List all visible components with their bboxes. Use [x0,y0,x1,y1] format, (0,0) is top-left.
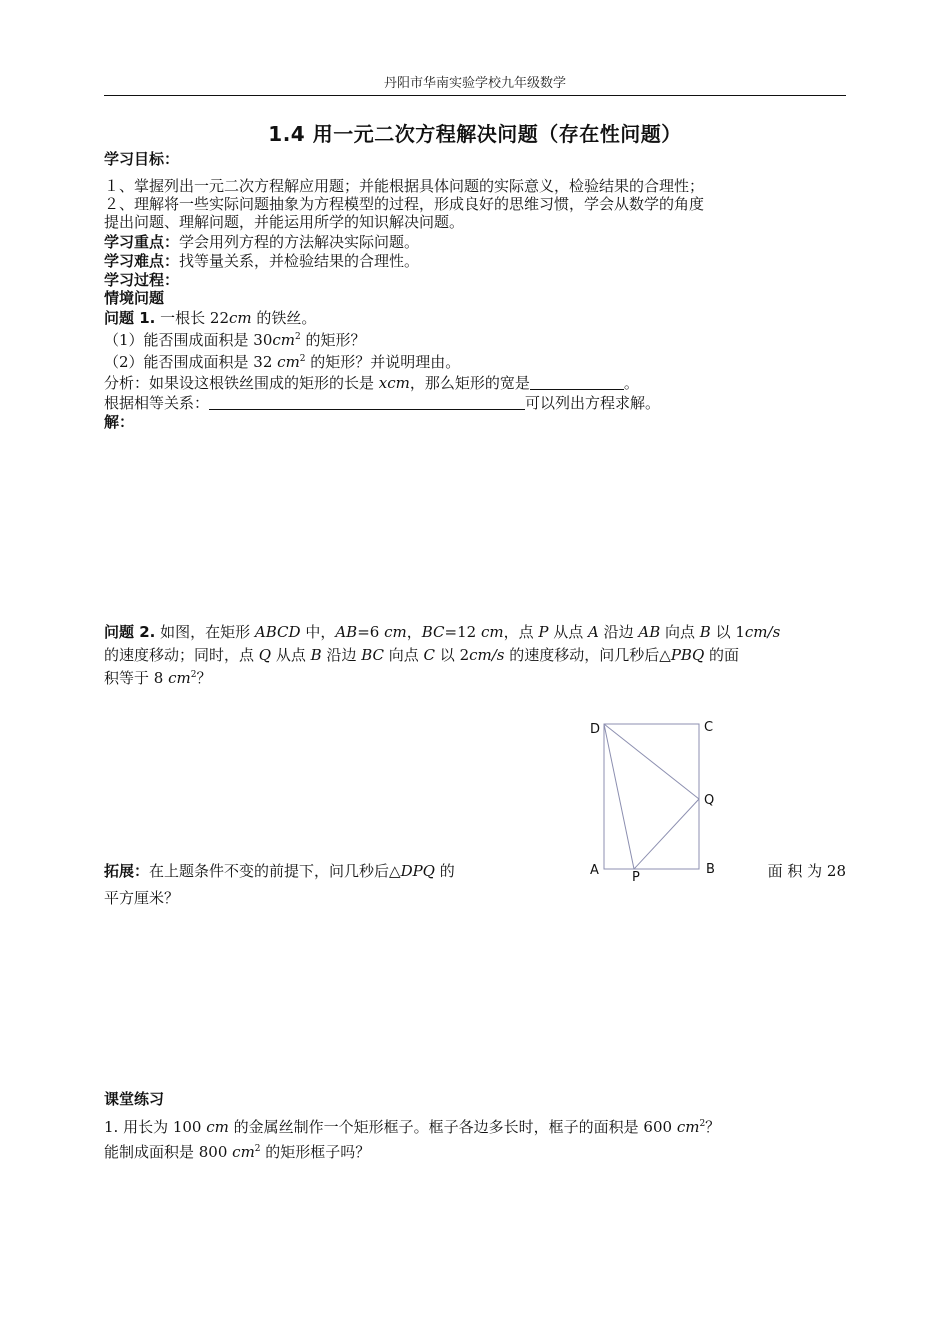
rectangle-abcd [604,724,699,869]
problem2-text: 向点 [660,623,700,641]
problem2-text: ， [406,623,422,641]
problem2-text: 从点 [548,623,588,641]
analysis-text-mid: ，那么矩形的宽是 [409,374,530,392]
page-header: 丹阳市华南实验学校九年级数学 [383,76,566,91]
problem2-label: 问题 2. [104,623,156,641]
problem2-line-1 [104,621,846,644]
variable-text: xcm [378,374,410,392]
problem2 [104,621,846,690]
problem2-text-end: ？ [196,669,212,687]
unit-text: cm [232,1143,255,1161]
problem2-text: 从点 [271,646,311,664]
label-p: P [632,870,640,885]
problem1-question-2 [104,353,846,371]
problem1-analysis [104,374,846,392]
problem1-stem [104,309,846,327]
solution-label: 解： [104,413,135,431]
practice-heading [104,1090,846,1108]
problem2-text: 以 2 [435,646,470,664]
question-text-end: 的矩形？ [300,331,366,349]
label-d: D [590,722,601,737]
problem2-text: 的速度移动；同时，点 [104,646,259,664]
problem1-relation [104,394,846,412]
problem2-line-3 [104,667,846,690]
exponent: 2 [295,332,301,342]
problem2-text: ，点 [503,623,539,641]
difficulty-label: 学习难点： [104,252,180,270]
difficulty-line [104,252,846,270]
math-term: ABCD [254,623,301,641]
unit-text: cm [168,669,191,687]
problem1-solution [104,413,846,431]
relation-text-end: 可以列出方程求解。 [525,394,661,412]
label-a: A [590,863,599,878]
math-term: cm [480,623,504,641]
practice-text: 能制成面积是 800 [104,1143,233,1161]
scenario-line [104,289,846,307]
problem1-stem-end: 的铁丝。 [251,309,317,327]
problem1-label: 问题 1. [104,309,156,327]
problem1-question-1 [104,331,846,349]
process-line [104,271,846,289]
question-text: （2）能否围成面积是 32 [104,353,278,371]
math-term: cm [384,623,407,641]
header-divider [104,95,846,96]
objective-item-2-cont: 提出问题、理解问题，并能运用所学的知识解决问题。 [104,213,465,231]
segment-dp [604,724,634,869]
analysis-text-end: 。 [623,374,639,392]
math-term: BC [421,623,445,641]
objective-item-2: ２、理解将一些实际问题抽象为方程模型的过程，形成良好的思维习惯，学会从数学的角度 [104,195,705,213]
math-term: B [310,646,322,664]
practice-text: 1. 用长为 100 [104,1118,207,1136]
segment-dq [604,724,699,799]
question-text: （1）能否围成面积是 30 [104,331,273,349]
problem2-text: 沿边 [598,623,639,641]
difficulty-text: 找等量关系，并检验结果的合理性。 [179,252,420,270]
process-label: 学习过程： [104,271,180,289]
keypoint-text: 学会用列方程的方法解决实际问题。 [179,233,420,251]
question-text-end: 的矩形？并说明理由。 [305,353,461,371]
unit-text: cm [272,331,296,349]
exponent: 2 [299,354,306,364]
variable-text: DPQ [400,862,435,880]
analysis-text: 分析：如果设这根铁丝围成的矩形的长是 [104,374,379,392]
math-term: Q [258,646,272,664]
math-term: cm/s [469,646,505,664]
practice-label: 课堂练习 [104,1090,165,1108]
exponent: 2 [254,1144,261,1154]
math-term: A [587,623,599,641]
practice-text-end: ？ [705,1118,721,1136]
keypoint-line [104,233,846,251]
relation-text: 根据相等关系： [104,394,210,412]
segment-qp [634,799,699,869]
math-term: BC [361,646,384,664]
objectives-heading [104,150,846,168]
math-term: PBQ [670,646,705,664]
extension-text: 在上题条件不变的前提下，问几秒后△ [149,862,401,880]
scenario-label: 情境问题 [104,289,165,307]
extension-line-2: 平方厘米？ [104,889,180,907]
problem2-text: 如图，在矩形 [155,623,255,641]
label-c: C [704,720,714,735]
keypoint-label: 学习重点： [104,233,180,251]
label-q: Q [704,793,715,808]
extension-line [104,862,846,880]
extension-label: 拓展： [104,862,150,880]
page-title: 1.4 用一元二次方程解决问题（存在性问题） [268,122,682,146]
problem2-text: =6 [357,623,385,641]
math-term: cm/s [744,623,781,641]
problem2-text: 向点 [384,646,424,664]
label-b: B [706,862,715,877]
exponent: 2 [190,670,197,680]
extension-text-mid: 的 [434,862,455,880]
practice-question-1 [104,1118,846,1136]
unit-text: cm [277,353,300,371]
width-answer-blank[interactable] [530,377,624,390]
math-term: AB [638,623,661,641]
unit-text: cm [676,1118,700,1136]
unit-text: cm [206,1118,229,1136]
problem2-line-2 [104,644,846,667]
exponent: 2 [699,1119,706,1129]
objective-item-1: １、掌握列出一元二次方程解应用题；并能根据具体问题的实际意义，检验结果的合理性； [104,177,705,195]
relation-answer-blank[interactable] [209,397,525,410]
problem2-text: 中， [300,623,336,641]
problem2-text: 以 1 [710,623,745,641]
math-term: P [538,623,549,641]
practice-question-1-cont [104,1143,846,1161]
problem2-text: 积等于 8 [104,669,169,687]
unit-text: cm [228,309,252,327]
practice-text-end: 的矩形框子吗？ [260,1143,371,1161]
problem2-text: =12 [444,623,481,641]
extension-text-right: 面 积 为 28 [767,862,846,880]
math-term: C [423,646,436,664]
objectives-label: 学习目标： [104,150,180,168]
math-term: AB [335,623,358,641]
practice-text-mid: 的金属丝制作一个矩形框子。框子各边多长时，框子的面积是 600 [228,1118,677,1136]
math-term: B [699,623,711,641]
problem2-text: 的面 [704,646,740,664]
problem2-text: 沿边 [321,646,362,664]
problem2-text: 的速度移动，问几秒后△ [504,646,671,664]
rectangle-figure [586,716,726,886]
problem1-stem-text: 一根长 22 [155,309,229,327]
